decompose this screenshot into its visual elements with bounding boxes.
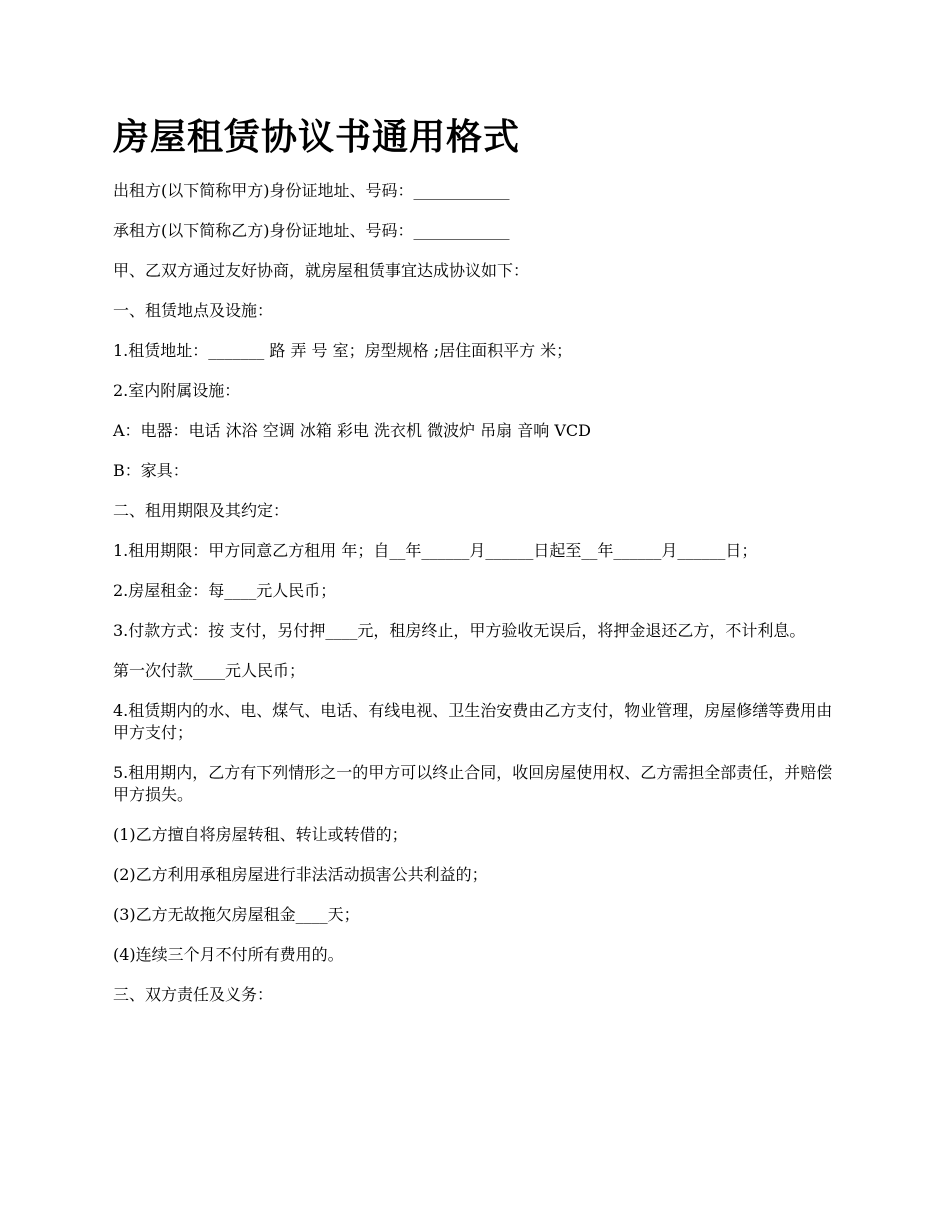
clause-item-2: (2)乙方利用承租房屋进行非法活动损害公共利益的； <box>113 865 488 884</box>
paragraph-payment-method: 3.付款方式：按 支付，另付押____元，租房终止，甲方验收无误后，将押金退还乙方，不计利息。 <box>113 621 806 640</box>
document-page <box>113 112 838 1024</box>
paragraph-rental-period: 1.租用期限：甲方同意乙方租用 年；自__年______月______日起至__年______月______日； <box>113 541 758 560</box>
paragraph-first-payment: 第一次付款____元人民币； <box>113 661 306 680</box>
paragraph-agreement-intro: 甲、乙双方通过友好协商，就房屋租赁事宜达成协议如下： <box>113 261 530 280</box>
paragraph-lessor-id: 出租方(以下简称甲方)身份证地址、号码：____________ <box>113 181 510 200</box>
paragraph-facilities: 2.室内附属设施： <box>113 381 241 400</box>
paragraph-termination: 5.租用期内，乙方有下列情形之一的甲方可以终止合同，收回房屋使用权、乙方需担全部责任，并赔偿甲方损失。 <box>113 763 833 804</box>
paragraph-utilities: 4.租赁期内的水、电、煤气、电话、有线电视、卫生治安费由乙方支付，物业管理，房屋修缮等费用由甲方支付； <box>113 701 833 742</box>
paragraph-appliances: A：电器：电话 沐浴 空调 冰箱 彩电 洗衣机 微波炉 吊扇 音响 VCD <box>113 421 591 440</box>
paragraph-rent: 2.房屋租金：每____元人民币； <box>113 581 337 600</box>
section-heading-term: 二、租用期限及其约定： <box>113 501 290 520</box>
clause-item-1: (1)乙方擅自将房屋转租、转让或转借的； <box>113 825 408 844</box>
paragraph-furniture: B：家具： <box>113 461 189 480</box>
paragraph-lessee-id: 承租方(以下简称乙方)身份证地址、号码：____________ <box>113 221 510 240</box>
clause-item-4: (4)连续三个月不付所有费用的。 <box>113 945 344 964</box>
section-heading-responsibilities: 三、双方责任及义务： <box>113 985 274 1004</box>
clause-item-3: (3)乙方无故拖欠房屋租金____天； <box>113 905 360 924</box>
document-title: 房屋租赁协议书通用格式 <box>113 116 521 158</box>
paragraph-rental-address: 1.租赁地址：_______ 路 弄 号 室；房型规格 ;居住面积平方 米； <box>113 341 573 360</box>
section-heading-location: 一、租赁地点及设施： <box>113 301 274 320</box>
